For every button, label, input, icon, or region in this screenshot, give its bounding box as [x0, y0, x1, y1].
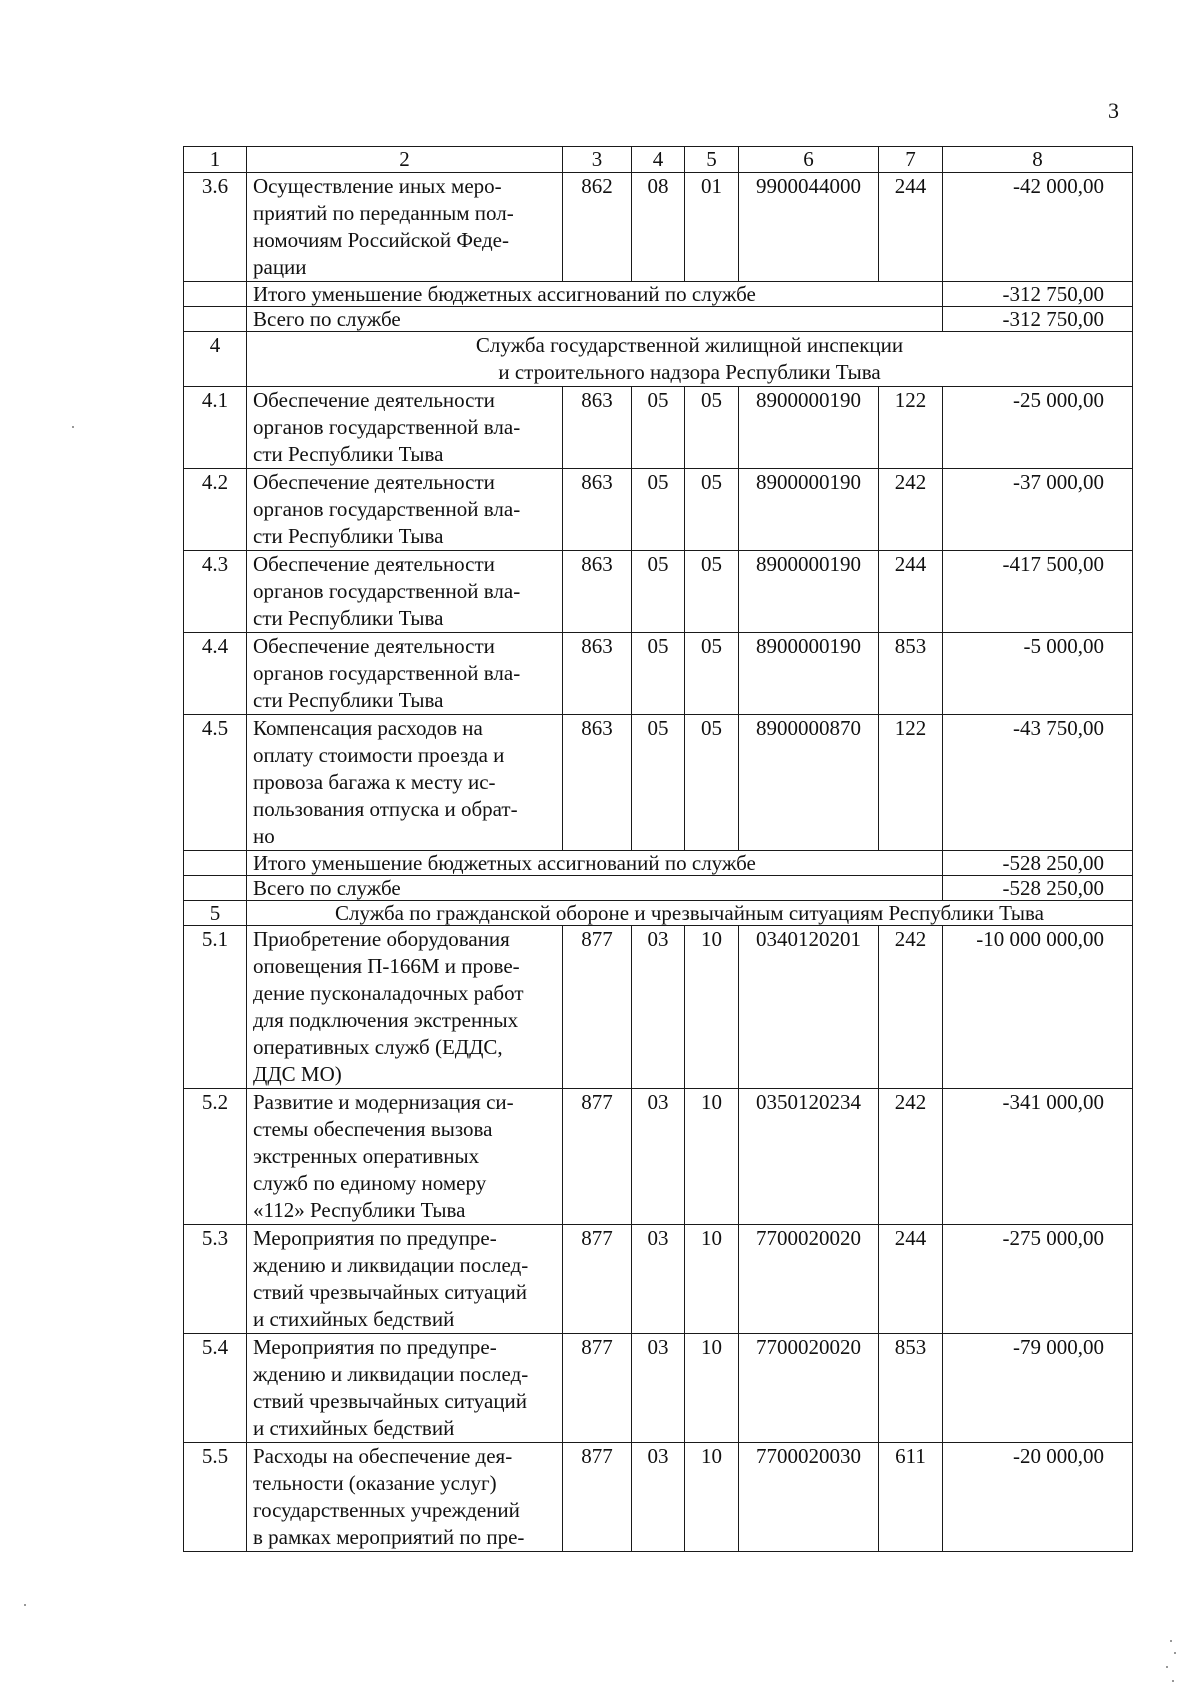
- code-col3-cell: 877: [563, 1089, 632, 1225]
- table-row: [184, 715, 1133, 851]
- amount-cell: -25 000,00: [943, 387, 1133, 469]
- table-row: [184, 633, 1133, 715]
- code-col4-cell: 05: [632, 633, 685, 715]
- section-header-row: [184, 901, 1133, 926]
- code-col4-cell: 03: [632, 926, 685, 1089]
- description-line: рации: [253, 255, 307, 279]
- description-line: Компенсация расходов на: [253, 716, 483, 740]
- amount-cell: -20 000,00: [943, 1443, 1133, 1552]
- section-number-cell: 4: [184, 332, 247, 387]
- column-header: 6: [739, 147, 879, 173]
- description-line: сти Республики Тыва: [253, 688, 444, 712]
- code-col5-cell: 05: [685, 551, 739, 633]
- code-col5-cell: 10: [685, 926, 739, 1089]
- description-line: Обеспечение деятельности: [253, 552, 495, 576]
- code-col3-cell: 877: [563, 1443, 632, 1552]
- code-col7-cell: 244: [879, 173, 943, 282]
- description-line: сти Республики Тыва: [253, 442, 444, 466]
- description-line: ствий чрезвычайных ситуаций: [253, 1389, 528, 1413]
- code-col3-cell: 877: [563, 926, 632, 1089]
- description-line: стемы обеспечения вызова: [253, 1117, 493, 1141]
- code-col6-cell: 8900000190: [739, 551, 879, 633]
- table-row: [184, 1089, 1133, 1225]
- amount-cell: -79 000,00: [943, 1334, 1133, 1443]
- summary-row: [184, 876, 1133, 901]
- code-col3-cell: 863: [563, 633, 632, 715]
- section-title-line: и строительного надзора Республики Тыва: [498, 360, 881, 384]
- code-col6-cell: 0340120201: [739, 926, 879, 1089]
- section-title-line: Служба государственной жилищной инспекции: [475, 333, 904, 357]
- budget-allocation-table: [183, 146, 1133, 1552]
- description-line: Обеспечение деятельности: [253, 634, 495, 658]
- amount-cell: -341 000,00: [943, 1089, 1133, 1225]
- empty-cell: [184, 851, 247, 876]
- description-line: для подключения экстренных: [253, 1008, 519, 1032]
- description-line: оперативных служб (ЕДДС,: [253, 1035, 503, 1059]
- row-number-cell: 3.6: [184, 173, 247, 282]
- code-col6-cell: 7700020020: [739, 1334, 879, 1443]
- column-header: 1: [184, 147, 247, 173]
- code-col5-cell: 05: [685, 633, 739, 715]
- code-col5-cell: 05: [685, 387, 739, 469]
- description-cell: [247, 173, 563, 282]
- code-col5-cell: 05: [685, 715, 739, 851]
- code-col4-cell: 05: [632, 387, 685, 469]
- code-col3-cell: 877: [563, 1225, 632, 1334]
- amount-cell: -43 750,00: [943, 715, 1133, 851]
- description-line: экстренных оперативных: [253, 1144, 480, 1168]
- column-number-header-row: [184, 147, 1133, 173]
- table-row: [184, 926, 1133, 1089]
- description-line: служб по единому номеру: [253, 1171, 487, 1195]
- summary-row: [184, 307, 1133, 332]
- description-line: сти Республики Тыва: [253, 524, 444, 548]
- amount-cell: -10 000 000,00: [943, 926, 1133, 1089]
- code-col6-cell: 8900000190: [739, 469, 879, 551]
- section-title-line: Служба по гражданской обороне и чрезвычайным ситуациям Республики Тыва: [335, 901, 1044, 925]
- code-col6-cell: 9900044000: [739, 173, 879, 282]
- description-line: приятий по переданным пол-: [253, 201, 514, 225]
- table-row: [184, 469, 1133, 551]
- scan-speck: [72, 426, 74, 428]
- code-col5-cell: 10: [685, 1443, 739, 1552]
- code-col6-cell: 8900000190: [739, 633, 879, 715]
- table-row: [184, 1334, 1133, 1443]
- description-line: оплату стоимости проезда и: [253, 743, 505, 767]
- summary-label-cell: Всего по службе: [247, 876, 943, 901]
- code-col5-cell: 10: [685, 1225, 739, 1334]
- description-line: Осуществление иных меро-: [253, 174, 502, 198]
- code-col6-cell: 7700020030: [739, 1443, 879, 1552]
- description-cell: [247, 1443, 563, 1552]
- summary-amount-cell: -528 250,00: [943, 876, 1133, 901]
- code-col7-cell: 122: [879, 715, 943, 851]
- code-col4-cell: 08: [632, 173, 685, 282]
- section-title-cell: [247, 332, 1133, 387]
- section-header-row: [184, 332, 1133, 387]
- summary-row: [184, 851, 1133, 876]
- description-line: ждению и ликвидации послед-: [253, 1253, 529, 1277]
- code-col3-cell: 877: [563, 1334, 632, 1443]
- description-line: дение пусконаладочных работ: [253, 981, 524, 1005]
- row-number-cell: 4.4: [184, 633, 247, 715]
- description-cell: [247, 926, 563, 1089]
- empty-cell: [184, 876, 247, 901]
- code-col3-cell: 863: [563, 469, 632, 551]
- code-col4-cell: 05: [632, 715, 685, 851]
- description-line: номочиям Российской Феде-: [253, 228, 509, 252]
- row-number-cell: 5.3: [184, 1225, 247, 1334]
- amount-cell: -42 000,00: [943, 173, 1133, 282]
- summary-row: [184, 282, 1133, 307]
- code-col4-cell: 03: [632, 1443, 685, 1552]
- summary-label-cell: Итого уменьшение бюджетных ассигнований по службе: [247, 282, 943, 307]
- code-col5-cell: 10: [685, 1334, 739, 1443]
- code-col3-cell: 863: [563, 715, 632, 851]
- description-line: органов государственной вла-: [253, 579, 521, 603]
- description-line: органов государственной вла-: [253, 661, 521, 685]
- description-line: органов государственной вла-: [253, 415, 521, 439]
- description-line: тельности (оказание услуг): [253, 1471, 497, 1495]
- table-row: [184, 387, 1133, 469]
- description-line: в рамках мероприятий по пре-: [253, 1525, 525, 1549]
- column-header: 8: [943, 147, 1133, 173]
- table-body: [184, 147, 1133, 1552]
- code-col3-cell: 863: [563, 387, 632, 469]
- code-col6-cell: 8900000190: [739, 387, 879, 469]
- code-col6-cell: 7700020020: [739, 1225, 879, 1334]
- code-col7-cell: 244: [879, 551, 943, 633]
- summary-amount-cell: -312 750,00: [943, 307, 1133, 332]
- description-cell: [247, 469, 563, 551]
- description-line: «112» Республики Тыва: [253, 1198, 466, 1222]
- amount-cell: -275 000,00: [943, 1225, 1133, 1334]
- scan-speck: [1166, 1666, 1168, 1668]
- scan-speck: [1170, 1640, 1172, 1642]
- row-number-cell: 4.2: [184, 469, 247, 551]
- row-number-cell: 5.2: [184, 1089, 247, 1225]
- amount-cell: -37 000,00: [943, 469, 1133, 551]
- description-line: пользования отпуска и обрат-: [253, 797, 518, 821]
- row-number-cell: 5.1: [184, 926, 247, 1089]
- description-line: и стихийных бедствий: [253, 1307, 455, 1331]
- amount-cell: -417 500,00: [943, 551, 1133, 633]
- code-col4-cell: 05: [632, 551, 685, 633]
- description-cell: [247, 715, 563, 851]
- code-col3-cell: 863: [563, 551, 632, 633]
- code-col6-cell: 0350120234: [739, 1089, 879, 1225]
- code-col7-cell: 611: [879, 1443, 943, 1552]
- code-col7-cell: 242: [879, 926, 943, 1089]
- code-col4-cell: 03: [632, 1089, 685, 1225]
- description-line: провоза багажа к месту ис-: [253, 770, 496, 794]
- amount-cell: -5 000,00: [943, 633, 1133, 715]
- summary-label-cell: Итого уменьшение бюджетных ассигнований по службе: [247, 851, 943, 876]
- column-header: 5: [685, 147, 739, 173]
- empty-cell: [184, 307, 247, 332]
- row-number-cell: 5.4: [184, 1334, 247, 1443]
- summary-amount-cell: -312 750,00: [943, 282, 1133, 307]
- column-header: 3: [563, 147, 632, 173]
- row-number-cell: 4.1: [184, 387, 247, 469]
- description-line: сти Республики Тыва: [253, 606, 444, 630]
- description-line: Приобретение оборудования: [253, 927, 510, 951]
- code-col5-cell: 01: [685, 173, 739, 282]
- description-line: Обеспечение деятельности: [253, 470, 495, 494]
- code-col5-cell: 05: [685, 469, 739, 551]
- summary-label-cell: Всего по службе: [247, 307, 943, 332]
- table-row: [184, 1443, 1133, 1552]
- description-line: Мероприятия по предупре-: [253, 1335, 497, 1359]
- description-line: оповещения П-166М и прове-: [253, 954, 520, 978]
- description-cell: [247, 633, 563, 715]
- code-col7-cell: 122: [879, 387, 943, 469]
- table-row: [184, 173, 1133, 282]
- column-header: 4: [632, 147, 685, 173]
- summary-amount-cell: -528 250,00: [943, 851, 1133, 876]
- description-cell: [247, 1225, 563, 1334]
- description-line: Мероприятия по предупре-: [253, 1226, 497, 1250]
- page-number: 3: [1108, 98, 1119, 123]
- description-line: Развитие и модернизация си-: [253, 1090, 514, 1114]
- description-line: ствий чрезвычайных ситуаций: [253, 1280, 528, 1304]
- description-line: и стихийных бедствий: [253, 1416, 455, 1440]
- description-cell: [247, 1334, 563, 1443]
- table-row: [184, 551, 1133, 633]
- description-line: органов государственной вла-: [253, 497, 521, 521]
- code-col5-cell: 10: [685, 1089, 739, 1225]
- description-line: ДДС МО): [253, 1062, 342, 1086]
- code-col7-cell: 242: [879, 1089, 943, 1225]
- column-header: 7: [879, 147, 943, 173]
- code-col4-cell: 03: [632, 1225, 685, 1334]
- description-cell: [247, 387, 563, 469]
- code-col7-cell: 244: [879, 1225, 943, 1334]
- description-cell: [247, 1089, 563, 1225]
- section-number-cell: 5: [184, 901, 247, 926]
- code-col7-cell: 242: [879, 469, 943, 551]
- column-header: 2: [247, 147, 563, 173]
- code-col7-cell: 853: [879, 1334, 943, 1443]
- scan-speck: [1174, 1652, 1176, 1654]
- section-title-cell: [247, 901, 1133, 926]
- description-cell: [247, 551, 563, 633]
- row-number-cell: 4.5: [184, 715, 247, 851]
- scan-speck: [1172, 1680, 1174, 1682]
- code-col4-cell: 03: [632, 1334, 685, 1443]
- row-number-cell: 5.5: [184, 1443, 247, 1552]
- row-number-cell: 4.3: [184, 551, 247, 633]
- code-col4-cell: 05: [632, 469, 685, 551]
- description-line: ждению и ликвидации послед-: [253, 1362, 529, 1386]
- description-line: Расходы на обеспечение дея-: [253, 1444, 513, 1468]
- code-col7-cell: 853: [879, 633, 943, 715]
- empty-cell: [184, 282, 247, 307]
- description-line: но: [253, 824, 275, 848]
- code-col6-cell: 8900000870: [739, 715, 879, 851]
- code-col3-cell: 862: [563, 173, 632, 282]
- scan-speck: [24, 1604, 26, 1606]
- description-line: Обеспечение деятельности: [253, 388, 495, 412]
- table-row: [184, 1225, 1133, 1334]
- description-line: государственных учреждений: [253, 1498, 520, 1522]
